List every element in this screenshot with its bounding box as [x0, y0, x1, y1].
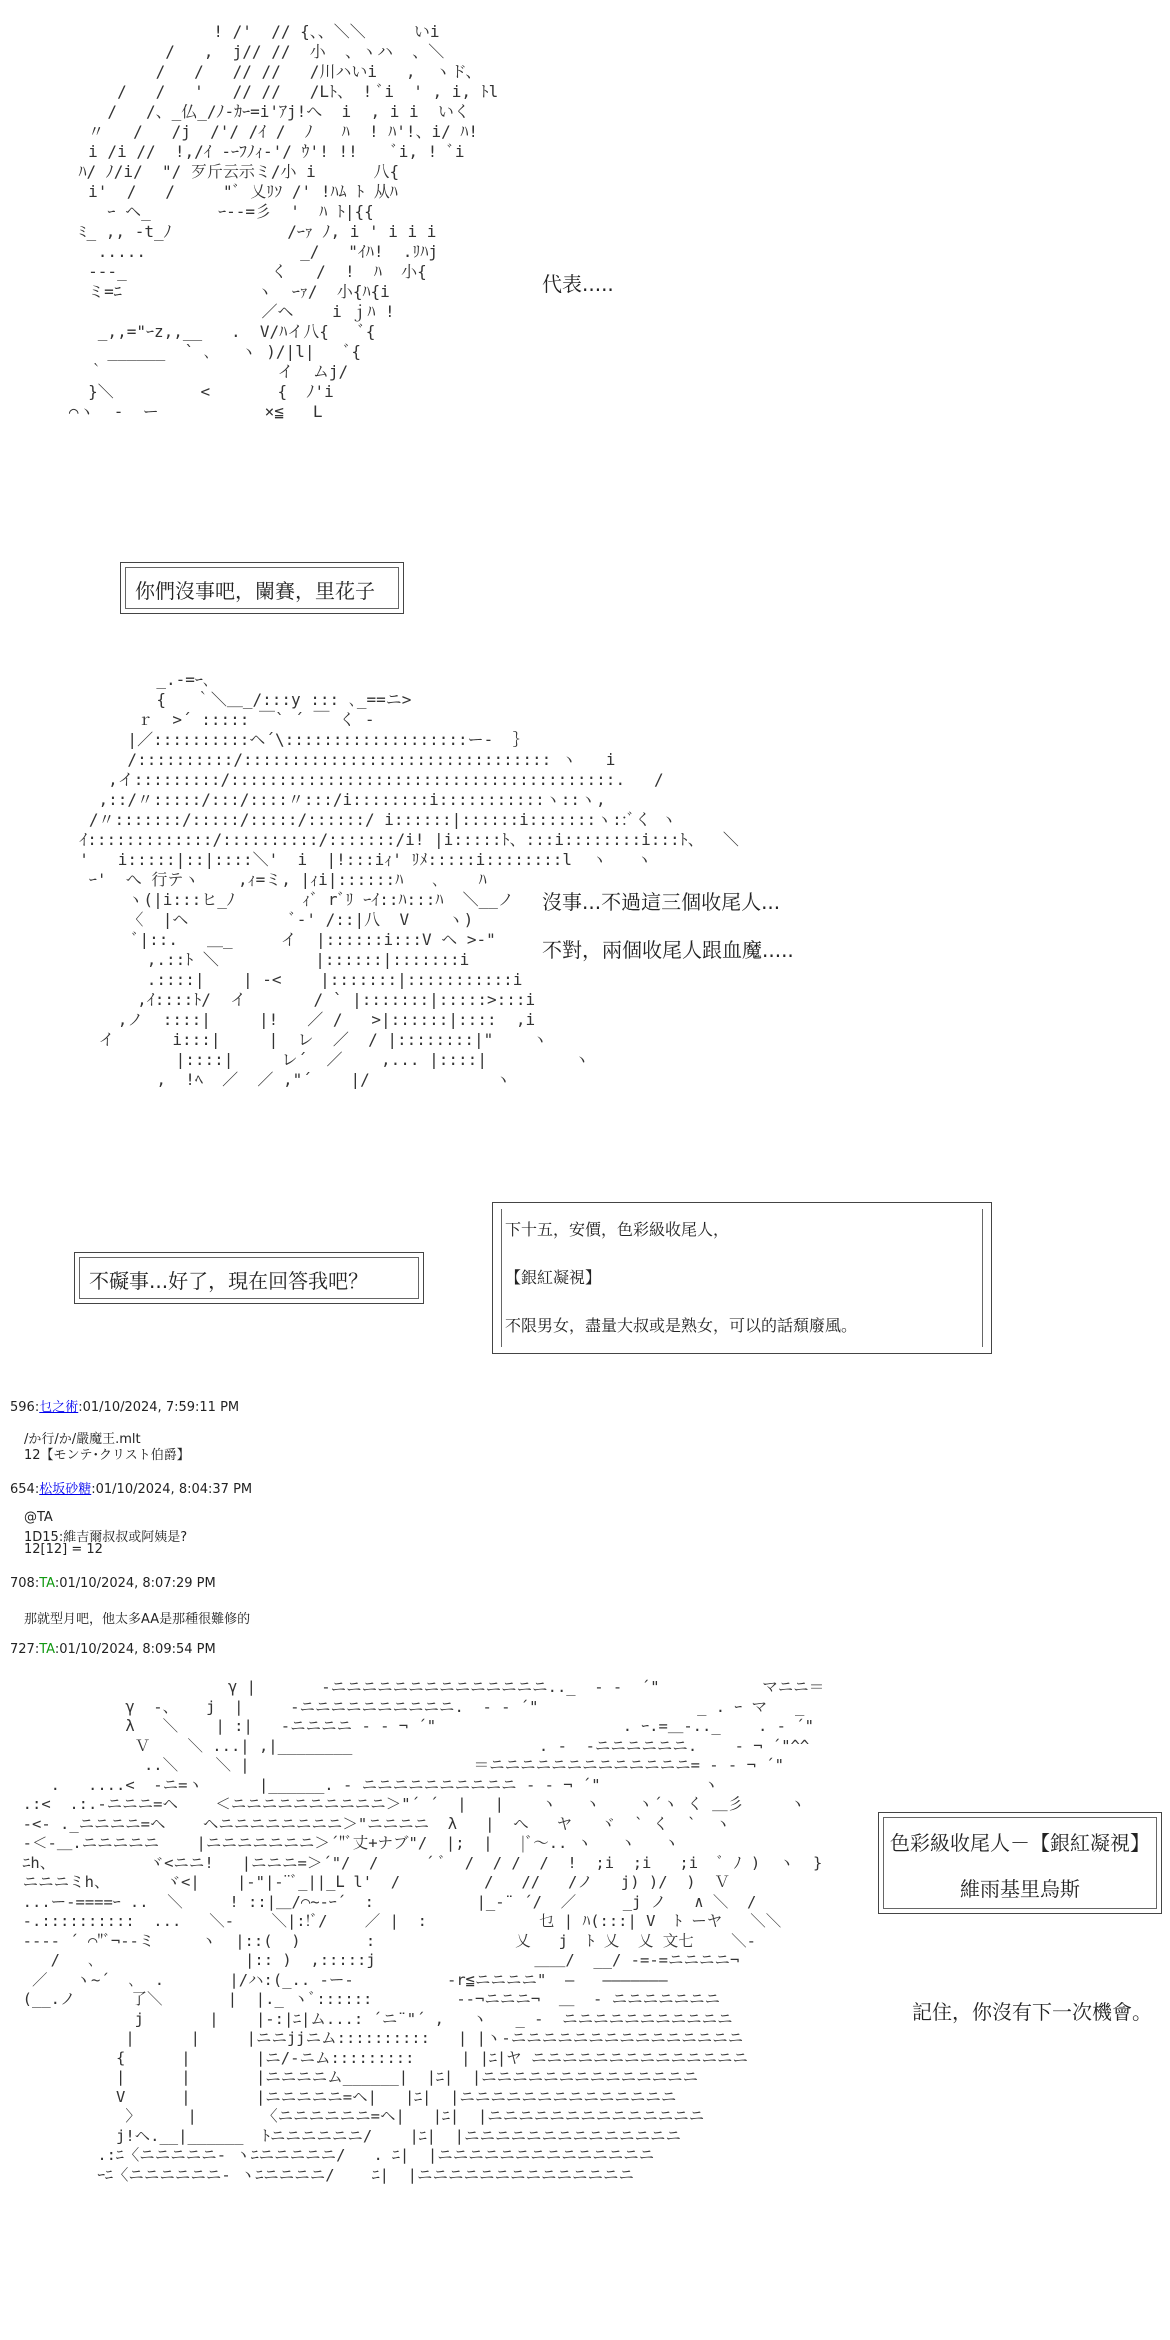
final-speech-line: 記住，你沒有下一次機會。: [912, 2000, 1152, 2024]
post-body-line: 1D15:維吉爾叔叔或阿姨是?: [24, 1530, 188, 1545]
info-box-line-2: 【銀紅凝視】: [505, 1268, 602, 1287]
speech-line-1: 沒事...不過這三個收尾人...: [542, 890, 781, 914]
post-header-727: 727:TA:01/10/2024, 8:09:54 PM: [10, 1642, 216, 1657]
post-number: 727: [10, 1642, 35, 1657]
speech-box-1: [120, 562, 404, 614]
post-body-line: @TA: [24, 1510, 53, 1525]
post-body-line: 那就型月吧，他太多AA是那種很難修的: [24, 1612, 251, 1627]
info-box-line-3: 不限男女，盡量大叔或是熟女，可以的話頹廢風。: [505, 1316, 858, 1335]
info-box-right-rule: [982, 1209, 983, 1347]
post-body-line: /か行/か/嚴魔王.mlt: [24, 1432, 141, 1447]
title-box-line-1: 色彩級收尾人－【銀紅凝視】: [890, 1831, 1150, 1855]
speech-line-2: 不對，兩個收尾人跟血魔.....: [542, 938, 794, 962]
post-header-708: 708:TA:01/10/2024, 8:07:29 PM: [10, 1576, 216, 1591]
post-header-596: 596:乜之術:01/10/2024, 7:59:11 PM: [10, 1400, 240, 1415]
post-date: 01/10/2024, 8:09:54 PM: [59, 1642, 216, 1657]
post-header-654: 654:松坂砂糖:01/10/2024, 8:04:37 PM: [10, 1482, 253, 1497]
post-number: 596: [10, 1400, 35, 1415]
ascii-art-figure-2: _.-=ｰ､ { ｀＼＿_/:::y ::: ､_==ニ> ｒ >´ ::::: ￣` ´ ￣ く ‐ |／::::::::::ヘ´\:::::::::::::::::::ー‐ ｝ /::::::::::/:::::::::::::::::::::::::::::::: ヽ i ,イ:::::::::/::::::::::::::::::::::::::::::::::::::::. / ,::/〃:::::/:::/::::〃:::/i::::::::i:::::::::::ヽ::ヽ, /〃:::::::/:::::/:::::/::::::/ i::::::|::::::i:::::::ヽ::ﾞく ヽ ｲ:::::::::::::/::::::::::/:::::::/i! |i:::::ﾄ、:::i::::::::i:::ﾄ、 ＼ ' i:::::|::|::::＼' i |!:::iｨ' ﾘﾒ:::::i::::::::l ヽ ヽ ｰ' へ 行テヽ ,ｨ=ミ, |ｨi|::::::ﾊ ､ ﾊ ヽ(|i:::ヒ_ﾉ ｨﾞ rﾞﾘ ｰｲ::ﾊ:::ﾊ ＼__ノ 〈 |ヘ ﾞ-' /::|八 V ヽ) ﾞ|::. ＿_ イ |::::::i:::V ヘ >-" ,.::ﾄ ＼ |::::::|:::::::i .::::| | -< |:::::::|:::::::::::i ,ｲ::::ﾄ/ イ / ` |:::::::|:::::>:::i ,ノ ::::| |! ／ / >|::::::|:::: ,i イ i:::| | レ ／ / |::::::::|" ヽ |::::| レ´ ／ ,... |::::| ヽ , !ﾍ ／ ／ ,"´ |/ ヽ: [79, 670, 739, 1089]
info-box: [492, 1202, 992, 1354]
speech-box-text: 你們沒事吧，闌賽，里花子: [135, 579, 375, 603]
title-box: [878, 1812, 1162, 1914]
post-date: 01/10/2024, 8:07:29 PM: [59, 1576, 216, 1591]
post-date: 01/10/2024, 7:59:11 PM: [82, 1400, 240, 1415]
info-box-line-1: 下十五，安價，色彩級收尾人，: [505, 1220, 730, 1239]
post-body-line: 12【モンテ･クリスト伯爵】: [24, 1448, 190, 1463]
info-box-left-rule: [501, 1209, 502, 1347]
poster-name: TA: [39, 1642, 55, 1657]
post-number: 654: [10, 1482, 35, 1497]
ascii-art-scene-3: γ | ‐ニニニニニニニニニニニニニニ.._ - ‐ ´" マニニ＝ γ ‐、 j | ‐ニニニニニニニニニニ. - ‐ ´" _ . ｰ マ _ λ ＼ | :| ‐ニニニニ - ‐ ¬ ´" . ｰ.=＿‐.._ . - ´" Ｖ ＼ ...| ,|________ . - ‐ニニニニニニ. ‐ ¬ ´"^^ ..＼ ＼ | ＝ニニニニニニニニニニニニニ= - ‐ ¬ ´" . ....< ‐ニ=ヽ |______. ‐ ニニニニニニニニニニ - ‐ ¬ ´" ヽ .:< .:.‐ニニニ=ヘ ＜ニニニニニニニニニニ＞"´ ´ | | ヽ ヽ ヽ´ヽ く ＿彡 ヽ ‐<- ._ニニニニ=ヘ ヘニニニニニニニニ＞"ニニニニ λ | へ ヤ ヾ ` く ` ヽ ‐＜-＿.ニニニニニ |ニニニニニニニ＞´"ﾞ丈+ナブ"/ |; | |ﾞ～.. ヽ ヽ ヽ ﾆh、 ヾ<ニニ! |ニニニ=＞´"/ / ´ ﾞ / / / / ! ;i ;i ;i ﾞ ﾉ ) ヽ } ニニニミh、 ヾ<| |-"|‐¨ﾞ_||_Ⅼ l' / / // /ノ j) )/ ) Ｖ ...ー‐====ｰ .. ＼ ! ::|＿/⌒~-ｰ´ : |_‐¨ ´/ ／ _j ノ ∧ ＼ / ‐.:::::::::: ... ＼‐ ＼|:!ﾞ/ ／ | : 乜 | ﾊ(:::| V ﾄ ーヤ ＼＼ ‐‐‐‐ ´ ⌒"ﾞ¬-‐ミ ヽ |::( ) : 乂 j ﾄ 乂 乂 文七 ＼‐ / ､ |:: ) ,:::::j ＿＿/ __/ ‐=‐=ニニニニ¬ ／ ヽ~´ ､ . |/ハ:(_.. ‐ー‐ ‐r≦ニニニニ" ― ――――――― (__.ノ 了＼ | |._ ヽﾞ:::::: ‐‐¬ニニニ¬ ＿ ‐ ニニニニニニニ j | |-:|ﾆ|ム...: ´ニ¨"´ , ヽ _ ‐ ニニニニニニニニニニニ | | |ニニjjニム:::::::::: | |ヽ‐ニニニニニニニニニニニニニニニ { | |ニ/‐ニム::::::::: | |ﾆ|ヤ ニニニニニニニニニニニニニニ | | |ニニニニム______| |ﾆ| |ニニニニニニニニニニニニニニ V | |ニニニニニ=ヘ| |ﾆ| |ニニニニニニニニニニニニニニ 〉 | 〈ニニニニニニ=ヘ| |ﾆ| |ニニニニニニニニニニニニニニ j!ヘ.__|______ ﾄニニニニニニ/ |ﾆ| |ニニニニニニニニニニニニニニ .:ﾆ〈ニニニニニ- ヽﾆニニニニニ/ . ﾆ| |ニニニニニニニニニニニニニニ ｰﾆ〈ニニニニニニ- ヽﾆニニニニ/ ﾆ| |ニニニニニニニニニニニニニニ: [22, 1678, 825, 2184]
poster-name-link[interactable]: 松坂砂糖: [39, 1482, 92, 1497]
post-date: 01/10/2024, 8:04:37 PM: [95, 1482, 253, 1497]
reply-box: [74, 1252, 424, 1304]
narration-text: 代表.....: [542, 272, 614, 296]
ascii-art-figure-1: ! /' // {、、＼＼ いi / , j// // 小 、ヽハ 、＼ / / // // /川ハいi , ヽド、 / / ' // // /Lﾄ、 ! ﾞi ' , i, ﾄl / /、_仏_/ﾉ-ｶｰ=i'ｱj!へ i , i i いく 〃 / /j /'/ /ｲ / ﾉ ﾊ ! ﾊ'!、i/ ﾊ! i /i // !,/ｲ -ｰﾌﾉｨ-'/ ｳ'! !! ﾞi, ! ﾞi ﾊ/ ﾉ/i/ "/ 歹斤云示ミ/小 i 八{ i' / / "ﾞ 乂ﾘｿ /' !ﾊﾑ ﾄ 从ﾊ ｰ ヘ_ ｰ--=彡 ' ﾊ ﾄ|{{ ﾐ_ ,, -t_ﾉ /ｰｧ ﾉ, i ' i i i ..... _/ "ｲﾊ! .ﾘﾊj ---_ く / ! ﾊ 小{ ミ=ﾆ ヽ ｰｧ/ 小{ﾊ{i ／ヘ i ｊﾊ ! _,,="ｰz,,__ . V/ﾊイ八{ ﾞ{ ______ ` ､ ヽ )/|l| ﾞ{ ｀ イ ムj/ }＼ < { ﾉ'i ⌒ヽ ‐ ー ×≦ L: [68, 22, 499, 421]
reply-box-text: 不礙事...好了，現在回答我吧？: [89, 1269, 369, 1293]
post-body-line: 12[12] = 12: [24, 1542, 103, 1557]
poster-name-link[interactable]: 乜之術: [39, 1400, 79, 1415]
poster-name: TA: [39, 1576, 55, 1591]
post-number: 708: [10, 1576, 35, 1591]
title-box-line-2: 維雨基里烏斯: [960, 1877, 1080, 1901]
